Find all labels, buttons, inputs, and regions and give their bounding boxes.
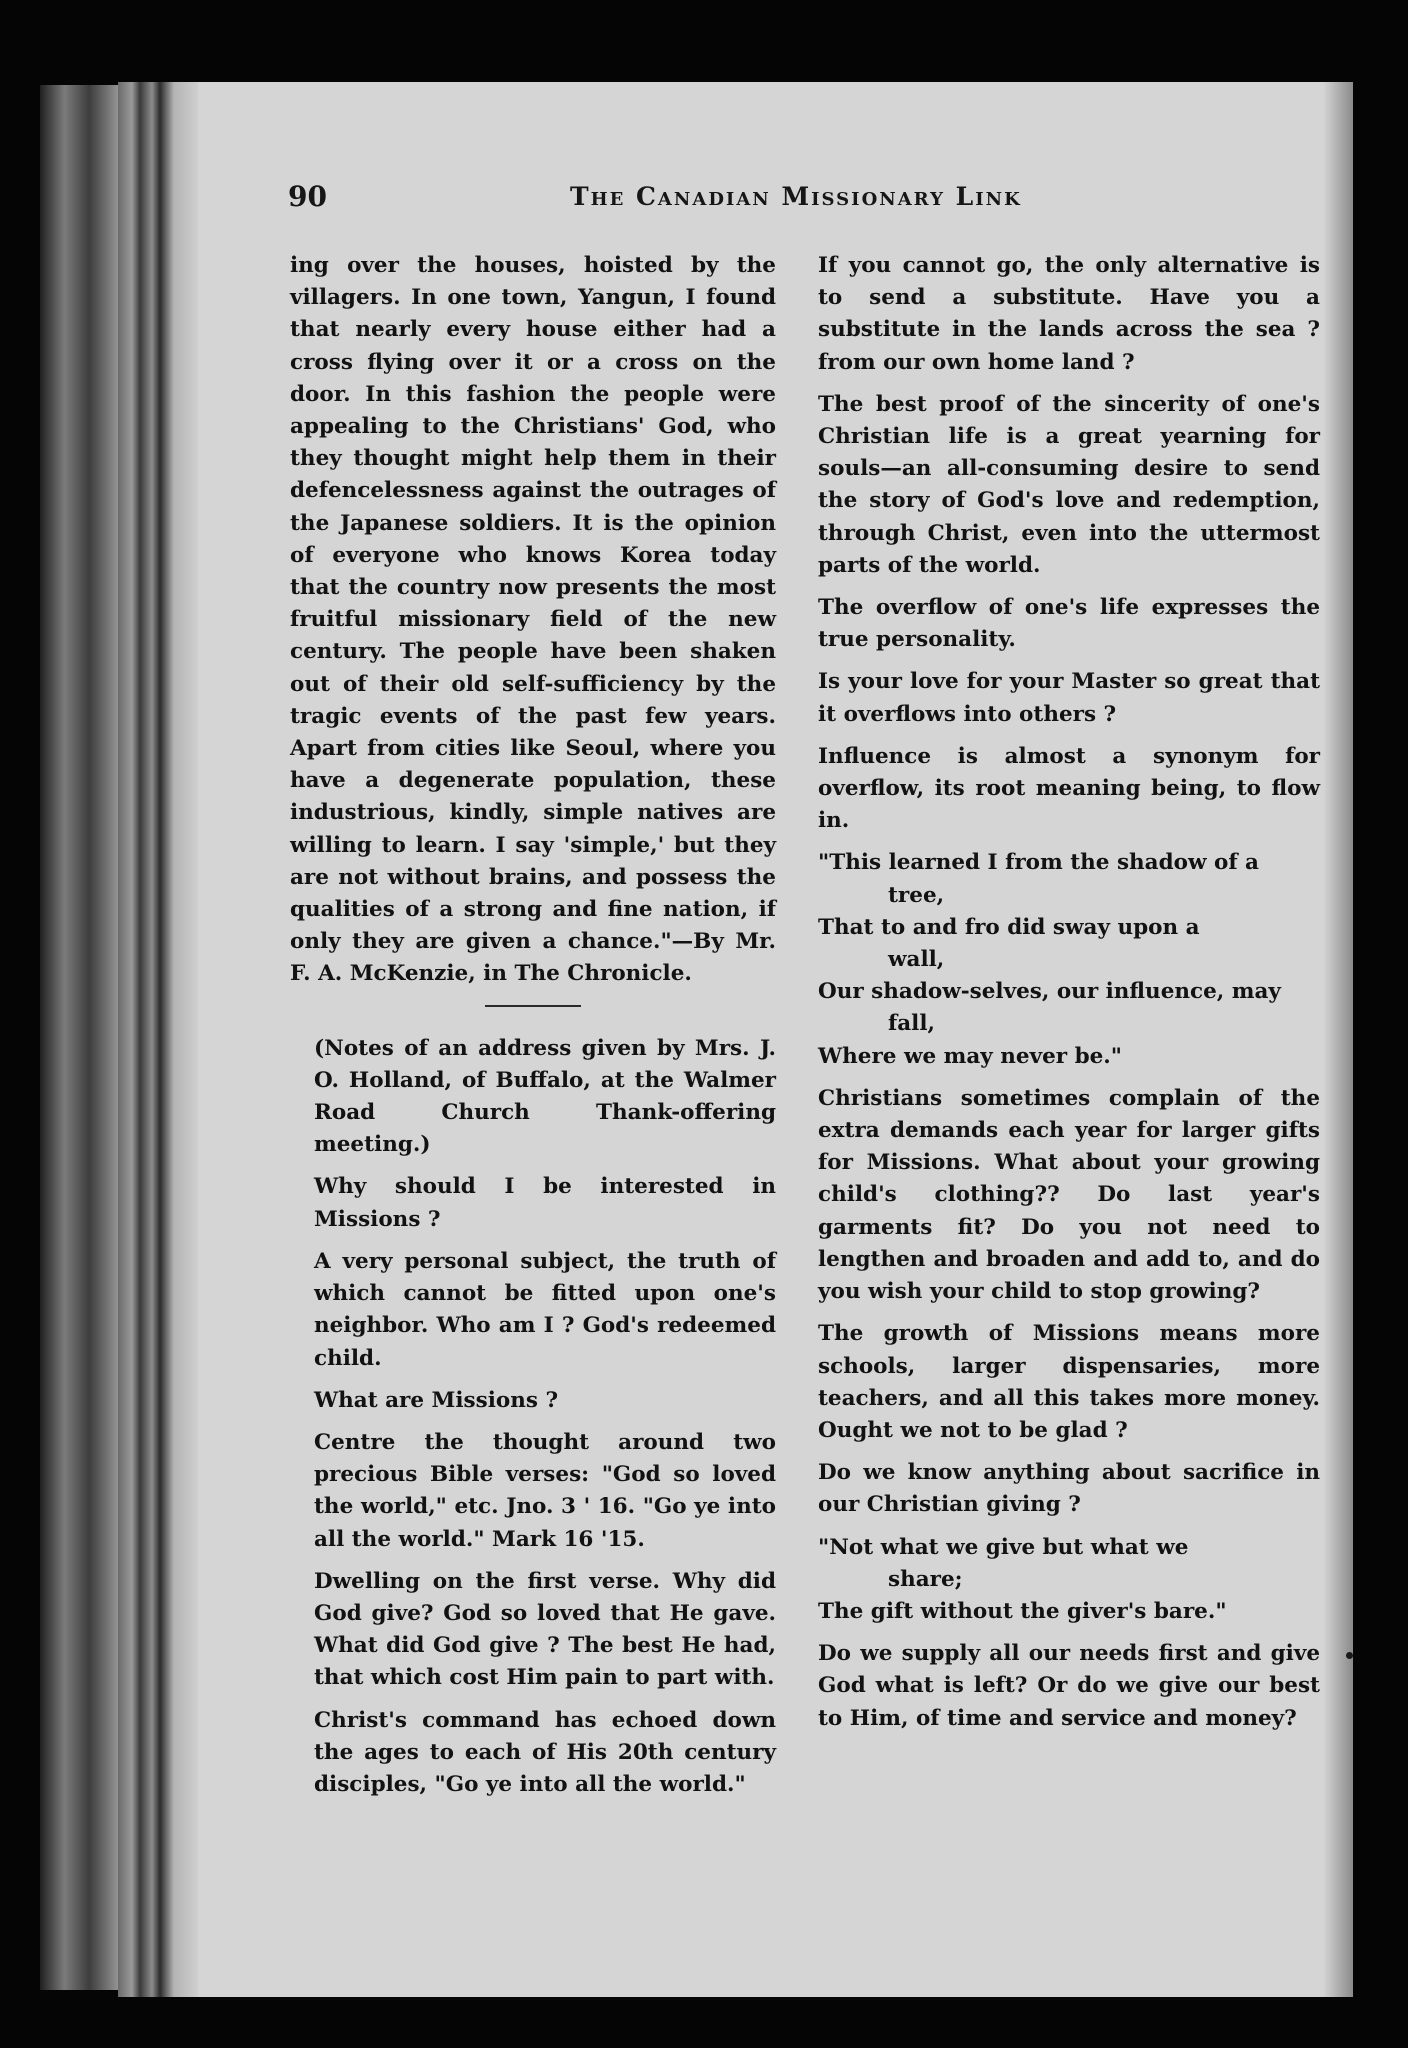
question-paragraph: What are Missions ? bbox=[314, 1387, 559, 1413]
body-paragraph: Influence is almost a synonym for overflow, its root meaning being, to flow in. bbox=[818, 743, 1320, 834]
body-paragraph: The overflow of one's life expresses the true personality. bbox=[818, 595, 1320, 653]
left-column bbox=[290, 250, 776, 1811]
body-paragraph: Dwelling on the first verse. Why did God give? God so loved that He gave. What did God give ? The best He had, that which cost Him pain to part with. bbox=[314, 1568, 776, 1691]
journal-title: The Canadian Missionary Link bbox=[570, 182, 1022, 211]
address-notes-intro: (Notes of an address given by Mrs. J. O. Holland, of Buffalo, at the Walmer Road Church Thank-offering meeting.) bbox=[314, 1035, 776, 1158]
running-head bbox=[118, 180, 1353, 220]
article-ending-paragraph: ing over the houses, hoisted by the villagers. In one town, Yangun, I found that nearly every house either had a cross flying over it or a cross on the door. In this fashion the people were appealing to the Christians' God, who they thought might help them in their defencelessness against the outrages of the Japanese soldiers. It is the opinion of everyone who knows Korea today that the country now presents the most fruitful missionary field of the new century. The people have been shaken out of their old self-sufficiency by the tragic events of the past few years. Apart from cities like Seoul, where you have a degenerate population, these industrious, kindly, simple natives are willing to learn. I say 'simple,' but they are not without brains, and possess the qualities of a strong and fine nation, if only they are given a chance."—By Mr. F. A. McKenzie, in The Chronicle. bbox=[290, 253, 776, 987]
poem-line: "Not what we give but what we bbox=[818, 1534, 1189, 1560]
body-paragraph: The growth of Missions means more schools, larger dispensaries, more teachers, and all this takes more money. Ought we not to be glad ? bbox=[818, 1321, 1320, 1443]
section-divider bbox=[485, 1005, 581, 1007]
end-mark bbox=[1346, 1652, 1353, 1659]
body-paragraph: Christ's command has echoed down the ages to each of His 20th century disciples, "Go ye into all the world." bbox=[314, 1707, 776, 1797]
book-page bbox=[118, 82, 1353, 1997]
body-paragraph: Is your love for your Master so great that it overflows into others ? bbox=[818, 669, 1320, 727]
poem-line: Where we may never be." bbox=[818, 1043, 1122, 1069]
poem-line: Our shadow-selves, our influence, may bbox=[818, 979, 1281, 1005]
page-number: 90 bbox=[288, 180, 327, 213]
poem-quote bbox=[818, 1532, 1320, 1629]
poem-line: "This learned I from the shadow of a bbox=[818, 850, 1259, 876]
poem-line: That to and fro did sway upon a bbox=[818, 914, 1200, 940]
body-paragraph: The best proof of the sincerity of one's Christian life is a great yearning for souls—an all-consuming desire to send the story of God's love and redemption, through Christ, even into the uttermost parts of the world. bbox=[818, 391, 1320, 578]
body-paragraph: Do we supply all our needs first and give God what is left? Or do we give our best to Him, of time and service and money? bbox=[818, 1641, 1320, 1731]
body-paragraph: If you cannot go, the only alternative is to send a substitute. Have you a substitute in the lands across the sea ? from our own home land ? bbox=[818, 253, 1320, 375]
poem-quote bbox=[818, 847, 1320, 1072]
poem-line: The gift without the giver's bare." bbox=[818, 1598, 1227, 1624]
poem-line-continuation: tree, bbox=[888, 882, 945, 908]
body-paragraph: Centre the thought around two precious Bible verses: "God so loved the world," etc. Jno. 3 ' 16. "Go ye into all the world." Mark 16 '15. bbox=[314, 1429, 776, 1552]
poem-line-continuation: fall, bbox=[888, 1011, 935, 1037]
book-edge bbox=[40, 85, 122, 1990]
poem-line-continuation: share; bbox=[888, 1566, 963, 1592]
body-paragraph: Christians sometimes complain of the extra demands each year for larger gifts for Missions. What about your growing child's clothing?? Do last year's garments fit? Do you not need to lengthen and broaden and add to, and do you wish your child to stop growing? bbox=[818, 1085, 1320, 1305]
answer-paragraph: A very personal subject, the truth of which cannot be fitted upon one's neighbor. Who am I ? God's redeemed child. bbox=[314, 1248, 776, 1371]
page-spine-shadow bbox=[118, 82, 198, 1997]
body-paragraph: Do we know anything about sacrifice in our Christian giving ? bbox=[818, 1460, 1320, 1518]
poem-line-continuation: wall, bbox=[888, 947, 945, 973]
right-column bbox=[818, 250, 1320, 1745]
question-paragraph: Why should I be interested in Missions ? bbox=[314, 1174, 776, 1232]
page-edge-shadow bbox=[1323, 82, 1353, 1997]
